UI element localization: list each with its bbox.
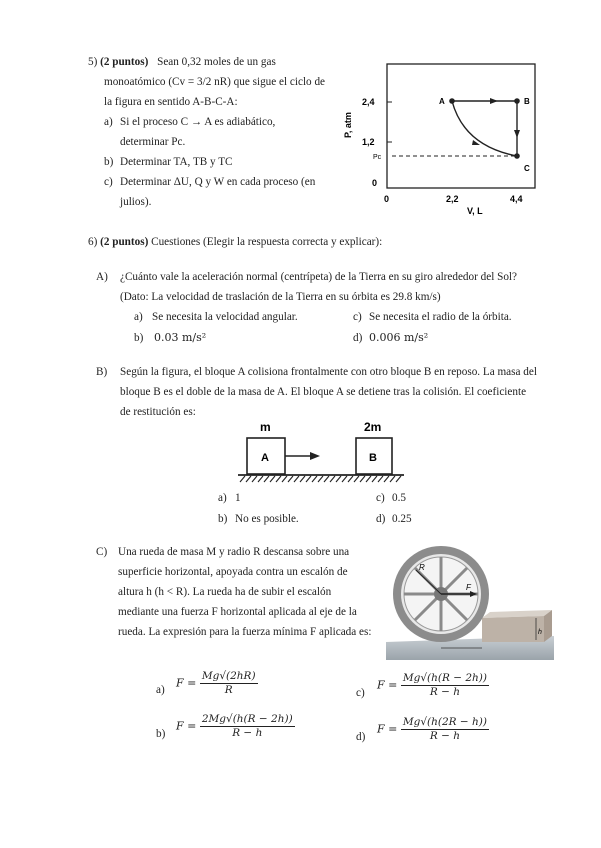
- qc-opt-b-denominator: R − h: [232, 727, 263, 739]
- pv-x-axis-title: V, L: [467, 206, 483, 216]
- qc-opt-b-lhs: F =: [176, 719, 197, 733]
- step-h-label: h: [538, 629, 542, 636]
- qc-opt-c-denominator: R − h: [429, 686, 460, 698]
- p5-line1: [88, 52, 276, 72]
- qc-opt-a-lhs: F =: [176, 676, 197, 690]
- qc-opt-a-fraction: [200, 670, 258, 697]
- qc-text5: rueda. La expresión para la fuerza mínima F aplicada es:: [118, 626, 372, 638]
- qa-opt-d-label: d): [353, 332, 363, 344]
- pv-arrow-bc-icon: [514, 130, 520, 138]
- p5-a-text1: Si el proceso C → A es adiabático,: [120, 116, 276, 128]
- pv-xlabel-4-4: 4,4: [510, 194, 523, 204]
- velocity-arrow-head-icon: [310, 452, 320, 460]
- qc-opt-c-label: c): [356, 687, 365, 699]
- qc-opt-d-fraction: [401, 716, 489, 743]
- floor-hatching: [240, 476, 401, 482]
- qa-text2: (Dato: La velocidad de traslación de la Tierra en su órbita es 29.8 km/s): [120, 291, 441, 303]
- qb-opt-d-label: d): [376, 513, 386, 525]
- qb-opt-a: 1: [235, 492, 241, 504]
- qc-opt-c-fraction: [401, 672, 489, 699]
- p6-number: 6): [88, 236, 98, 248]
- qc-text2: superficie horizontal, apoyada contra un escalón de: [118, 566, 348, 578]
- qa-label: A): [96, 271, 108, 283]
- qc-opt-a-numerator: Mg√(2hR): [201, 670, 256, 682]
- p5-c-text2: julios).: [120, 196, 152, 208]
- pv-frame: [387, 64, 535, 188]
- qb-opt-b-label: b): [218, 513, 228, 525]
- qb-opt-a-label: a): [218, 492, 227, 504]
- block-a-label: A: [261, 452, 269, 464]
- qa-opt-c-label: c): [353, 311, 362, 323]
- qb-text3: de restitución es:: [120, 406, 196, 418]
- qb-opt-c-label: c): [376, 492, 385, 504]
- p5-number: 5): [88, 56, 98, 68]
- pv-point-b: [514, 98, 520, 104]
- pv-ylabel-2-4: 2,4: [362, 97, 375, 107]
- block-b-mass-label: 2m: [364, 420, 382, 434]
- qa-opt-c: Se necesita el radio de la órbita.: [369, 311, 512, 323]
- qc-opt-d-lhs: F =: [377, 722, 398, 736]
- qc-opt-d-label: d): [356, 731, 366, 743]
- pv-point-c: [514, 153, 520, 159]
- force-label: F: [466, 583, 471, 592]
- qc-text1: Una rueda de masa M y radio R descansa sobre una: [118, 546, 350, 558]
- p6-header: [88, 232, 382, 252]
- p6-intro: Cuestiones (Elegir la respuesta correcta y explicar):: [151, 236, 383, 248]
- pv-y-axis-title: P, atm: [343, 112, 353, 138]
- qb-text1: Según la figura, el bloque A colisiona frontalmente con otro bloque B en reposo. La masa del: [120, 366, 537, 378]
- p5-line2: monoatómico (Cv = 3/2 nR) que sigue el ciclo de: [104, 76, 326, 88]
- qb-text2: bloque B es el doble de la masa de A. El bloque A se detiene tras la colisión. El coeficiente: [120, 386, 527, 398]
- qc-opt-a-denominator: R: [224, 684, 233, 696]
- radius-label: R: [419, 563, 425, 572]
- qb-opt-b: No es posible.: [235, 513, 299, 525]
- p5-a-label: a): [104, 116, 113, 128]
- p5-line3: la figura en sentido A-B-C-A:: [104, 96, 238, 108]
- pv-label-c: C: [524, 164, 530, 173]
- step-block: [482, 616, 544, 642]
- p5-points: (2 puntos): [100, 56, 149, 68]
- p5-b-label: b): [104, 156, 114, 168]
- pv-xlabel-2-2: 2,2: [446, 194, 459, 204]
- qb-label: B): [96, 366, 108, 378]
- qa-opt-a-label: a): [134, 311, 143, 323]
- qc-opt-c-formula: [377, 672, 489, 699]
- qc-opt-b-formula: [176, 713, 295, 740]
- p6-points: (2 puntos): [100, 236, 149, 248]
- qb-opt-c: 0.5: [392, 492, 406, 504]
- pv-label-b: B: [524, 97, 530, 106]
- qa-opt-d: 0.006 m/s²: [369, 331, 429, 344]
- qc-opt-a-label: a): [156, 684, 165, 696]
- pv-diagram: [340, 58, 550, 220]
- p5-a-text2: determinar Pc.: [120, 136, 186, 148]
- pv-xlabel-0: 0: [384, 194, 390, 204]
- qa-text1: ¿Cuánto vale la aceleración normal (centrípeta) de la Tierra en su giro alrededor del Sol?: [120, 271, 517, 283]
- pv-process-ca: [452, 101, 517, 156]
- p5-c-text1: Determinar ΔU, Q y W en cada proceso (en: [120, 176, 316, 188]
- qb-opt-d: 0.25: [392, 513, 412, 525]
- qc-opt-c-lhs: F =: [377, 678, 398, 692]
- qc-label: C): [96, 546, 108, 558]
- pv-point-a: [449, 98, 455, 104]
- pv-label-a: A: [439, 97, 445, 106]
- block-a-mass-label: m: [260, 420, 271, 434]
- qc-text4: mediante una fuerza F horizontal aplicada al eje de la: [118, 606, 357, 618]
- qc-text3: altura h (h < R). La rueda ha de subir el escalón: [118, 586, 332, 598]
- qc-opt-d-formula: [377, 716, 489, 743]
- p5-text1: Sean 0,32 moles de un gas: [157, 56, 276, 68]
- collision-figure: [238, 418, 406, 492]
- pv-ylabel-pc: Pc: [373, 154, 382, 161]
- qc-opt-b-fraction: [200, 713, 295, 740]
- qc-opt-b-numerator: 2Mg√(h(R − 2h)): [201, 713, 293, 725]
- pv-ylabel-0: 0: [372, 178, 378, 188]
- qa-opt-b: 0.03 m/s²: [154, 331, 207, 344]
- qc-opt-a-formula: [176, 670, 258, 697]
- p5-b-text: Determinar TA, TB y TC: [120, 156, 233, 168]
- qc-opt-d-denominator: R − h: [429, 730, 460, 742]
- qc-opt-c-numerator: Mg√(h(R − 2h)): [402, 672, 487, 684]
- wheel-figure: [386, 542, 554, 660]
- pv-arrow-ab-icon: [490, 98, 498, 104]
- block-b-label: B: [369, 452, 377, 464]
- qa-opt-a: Se necesita la velocidad angular.: [152, 311, 298, 323]
- p5-c-label: c): [104, 176, 113, 188]
- qc-opt-b-label: b): [156, 728, 166, 740]
- qc-opt-d-numerator: Mg√(h(2R − h)): [402, 716, 487, 728]
- qa-opt-b-label: b): [134, 332, 144, 344]
- pv-ylabel-1-2: 1,2: [362, 137, 375, 147]
